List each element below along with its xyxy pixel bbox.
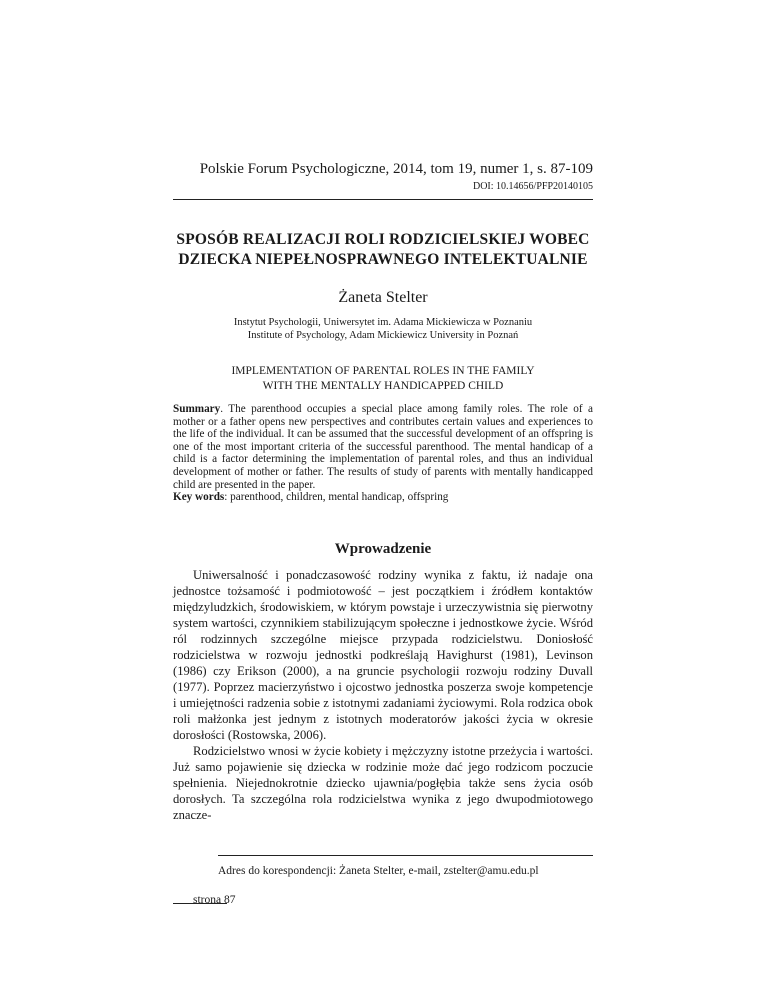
- body-text: [173, 567, 593, 823]
- header-rule: [173, 199, 593, 200]
- abstract-label: Summary: [173, 403, 221, 415]
- keywords-text: : parenthood, children, mental handicap, offspring: [224, 491, 449, 504]
- affiliation-line: Institute of Psychology, Adam Mickiewicz University in Poznań: [247, 330, 519, 341]
- article-title-line: SPOSÓB REALIZACJI ROLI RODZICIELSKIEJ WOBEC: [176, 231, 590, 248]
- paragraph: Uniwersalność i ponadczasowość rodziny wynika z faktu, iż nadaje ona jednostce tożsamość i podmiotowość – jest początkiem i źródłem kontaktów międzyludzkich, środowiskiem, w którym powstaje i urzeczywistnia się pierwotny system wartości, czynnikiem stabilizującym społeczne i jednostkowe życie. Wśród ról rodzinnych szczególne miejsce przypada rodzicielstwu. Doniosłość rodzicielstwa w rozwoju jednostki podkreślają Havighurst (1981), Levinson (1986) czy Erikson (2000), a na gruncie psychologii rozwoju rodziny Duvall (1977). Poprzez macierzyństwo i ojcostwo jednostka poszerza swoje kompetencje i umiejętności radzenia sobie z istotnymi zadaniami życiowymi. Rola rodzica obok roli małżonka jest jednym z istotnych moderatorów jakości życia w okresie dorosłości (Rostowska, 2006).: [173, 567, 593, 742]
- keywords: [173, 491, 593, 504]
- article-title-line: DZIECKA NIEPEŁNOSPRAWNEGO INTELEKTUALNIE: [178, 251, 588, 268]
- doi: DOI: 10.14656/PFP20140105: [472, 181, 593, 192]
- page-number: strona 87: [193, 894, 236, 906]
- article-page: [173, 160, 593, 823]
- english-title-line: IMPLEMENTATION OF PARENTAL ROLES IN THE FAMILY: [231, 365, 535, 377]
- abstract: [173, 403, 593, 491]
- footnote-rule: [218, 855, 593, 856]
- correspondence-footnote: Adres do korespondencji: Żaneta Stelter, e-mail, zstelter@amu.edu.pl: [218, 865, 539, 877]
- paragraph: Rodzicielstwo wnosi w życie kobiety i mężczyzny istotne przeżycia i wartości. Już samo pojawienie się dziecka w rodzinie może dać jego rodzicom poczucie spełnienia. Niejednokrotnie dziecko ujawnia/pogłębia także sens życia osób dorosłych. Ta szczególna rola rodzicielstwa wynika z jego dwupodmiotowego znacze-: [173, 743, 593, 822]
- article-title: [173, 230, 593, 270]
- english-title: [173, 364, 593, 394]
- abstract-text: . The parenthood occupies a special place among family roles. The role of a mother or a father opens new perspectives and contributes certain values and experiences to the life of the individual. It can be assumed that the successful development of an offspring is one of the most important criteria of the successful parenthood. The mental handicap of a child is a factor determining the implementation of parental roles, and thus an individual development of mother or father. The results of study of parents with mentally handicapped child are presented in the paper.: [173, 403, 593, 491]
- section-heading: Wprowadzenie: [334, 540, 432, 557]
- affiliation: [173, 316, 593, 342]
- english-title-line: WITH THE MENTALLY HANDICAPPED CHILD: [262, 380, 504, 392]
- affiliation-line: Instytut Psychologii, Uniwersytet im. Adama Mickiewicza w Poznaniu: [233, 317, 533, 328]
- journal-citation: Polskie Forum Psychologiczne, 2014, tom 19, numer 1, s. 87-109: [199, 161, 593, 177]
- keywords-label: Key words: [173, 491, 225, 504]
- author-name: Żaneta Stelter: [338, 289, 428, 306]
